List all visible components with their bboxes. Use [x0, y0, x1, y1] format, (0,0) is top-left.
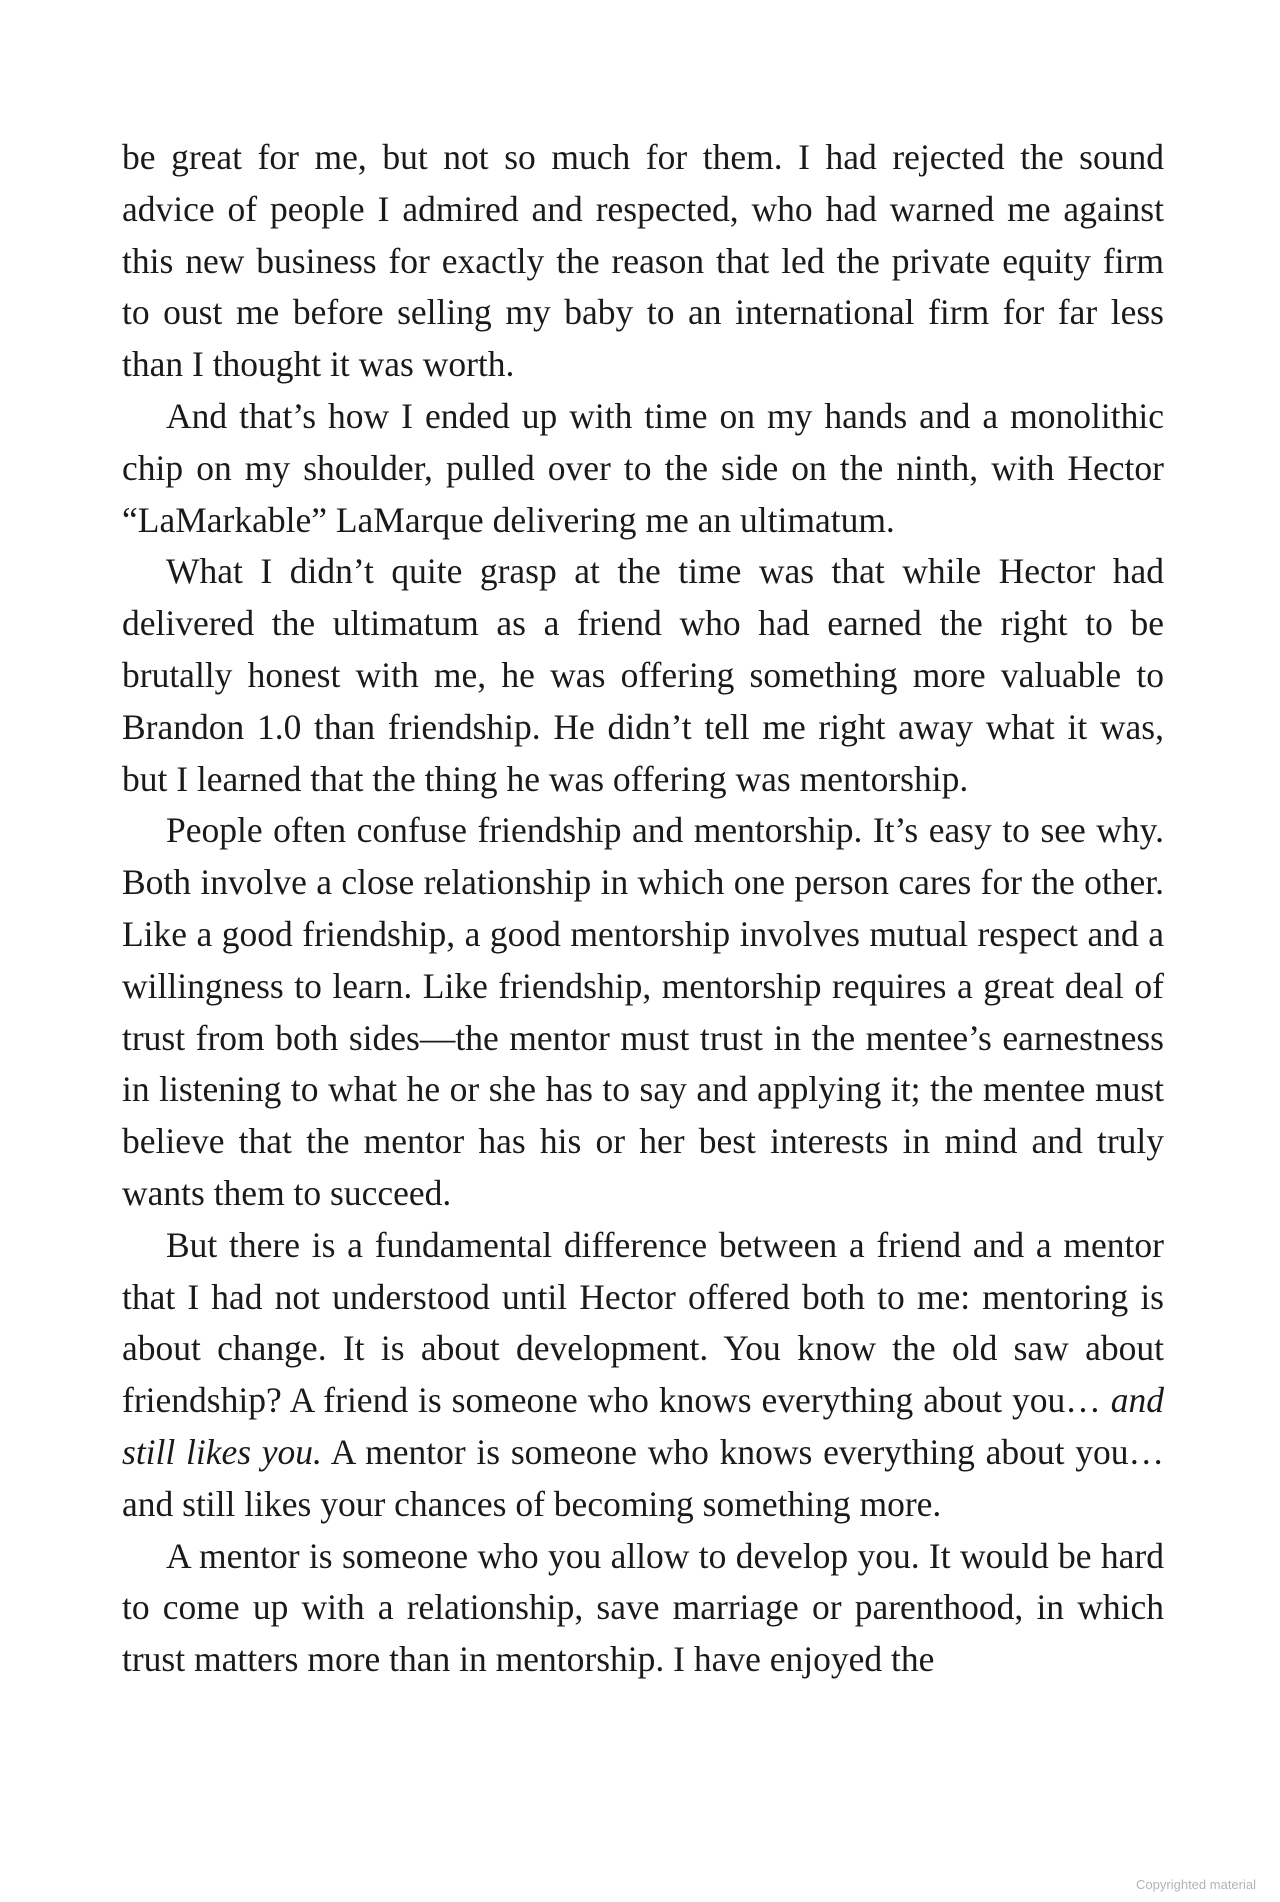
paragraph: People often confuse friendship and mentorship. It’s easy to see why. Both involve a close relationship in which one person cares for the other. Like a good friendship, a good mentorship involves mutual respect and a willingness to learn. Like friendship, mentorship requires a great deal of trust from both sides—the mentor must trust in the mentee’s earnestness in listening to what he or she has to say and applying it; the mentee must believe that the mentor has his or her best interests in mind and truly wants them to succeed. — [122, 810, 1164, 1213]
paragraph-with-italic — [122, 1220, 1164, 1531]
paragraph: A mentor is someone who you allow to develop you. It would be hard to come up with a relationship, save marriage or parenthood, in which trust matters more than in mentorship. I have enjoyed the — [122, 1535, 1164, 1680]
paragraph: What I didn’t quite grasp at the time was that while Hector had delivered the ultimatum as a friend who had earned the right to be brutally honest with me, he was offering something more valuable to Brandon 1.0 than friendship. He didn’t tell me right away what it was, but I learned that the thing he was offering was mentorship. — [122, 551, 1164, 799]
body-text — [122, 132, 1164, 1686]
paragraph-continued: be great for me, but not so much for them. I had rejected the sound advice of people I admired and respected, who had warned me against this new business for exactly the reason that led the private equity firm to oust me before selling my baby to an international firm for far less than I thought it was worth. — [122, 137, 1164, 385]
paragraph-text: A mentor is someone who knows everything about you… and still likes your chances of becoming something more. — [122, 1431, 1164, 1524]
italic-phrase: and still likes you. — [122, 1380, 1164, 1472]
paragraph-text: But there is a fundamental difference between a friend and a mentor that I had not understood until Hector offered both to me: mentoring is about change. It is about development. You know the old saw about friendship? A friend is someone who knows everything about you… — [122, 1224, 1164, 1421]
paragraph: And that’s how I ended up with time on my hands and a monolithic chip on my shoulder, pulled over to the side on the ninth, with Hector “LaMarkable” LaMarque delivering me an ultimatum. — [122, 395, 1164, 540]
copyright-notice: Copyrighted material — [1136, 1877, 1256, 1892]
